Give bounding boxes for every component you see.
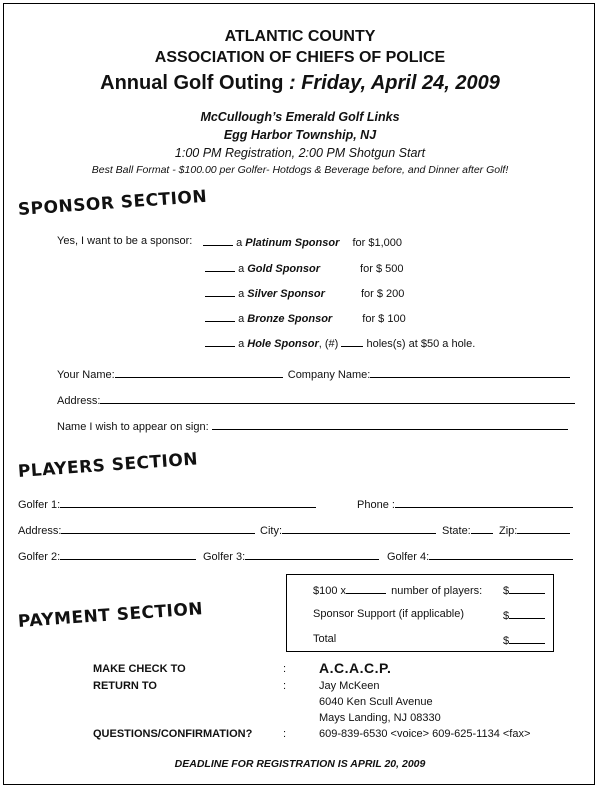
contact-city: Mays Landing, NJ 08330: [319, 712, 441, 724]
golfer4-input[interactable]: [429, 549, 573, 560]
contact-street: 6040 Ken Scull Avenue: [319, 696, 433, 708]
state-field: State:: [442, 523, 493, 537]
player-count-input[interactable]: [346, 583, 386, 594]
golfer3-input[interactable]: [245, 549, 379, 560]
bronze-blank[interactable]: [205, 311, 235, 322]
sponsor-level-silver: a Silver Sponsor for $ 200: [205, 286, 404, 300]
sign-name-field: Name I wish to appear on sign:: [57, 419, 568, 433]
registration-deadline: DEADLINE FOR REGISTRATION IS APRIL 20, 2009: [174, 758, 426, 770]
gold-blank[interactable]: [205, 261, 235, 272]
payee-name: A.C.A.C.P.: [319, 660, 392, 676]
format-note: Best Ball Format - $100.00 per Golfer- Hotdogs & Beverage before, and Dinner after Golf!: [91, 164, 509, 176]
org-line1: ATLANTIC COUNTY: [224, 28, 376, 45]
zip-field: Zip:: [499, 523, 570, 537]
your-name-input[interactable]: [115, 367, 283, 378]
player-address-field: Address:: [18, 523, 255, 537]
sponsor-section-heading: SPONSOR SECTION: [17, 186, 208, 220]
sponsor-support-label: Sponsor Support (if applicable): [313, 608, 465, 620]
your-name-field: Your Name: Company Name:: [57, 367, 570, 381]
venue-name: McCullough’s Emerald Golf Links: [200, 110, 400, 124]
players-fee-amount: $: [503, 583, 545, 597]
state-input[interactable]: [471, 523, 493, 534]
phone-field: Phone :: [357, 497, 573, 511]
phone-input[interactable]: [395, 497, 573, 508]
venue-town: Egg Harbor Township, NJ: [223, 128, 377, 142]
players-section-heading: PLAYERS SECTION: [17, 449, 199, 482]
silver-blank[interactable]: [205, 286, 235, 297]
golfer1-input[interactable]: [60, 497, 316, 508]
golfer2-input[interactable]: [60, 549, 196, 560]
golfer1-field: Golfer 1:: [18, 497, 316, 511]
contact-phones: 609-839-6530 <voice> 609-625-1134 <fax>: [319, 728, 531, 740]
event-title-main: Annual Golf Outing: [100, 72, 289, 94]
sponsor-address-input[interactable]: [100, 393, 575, 404]
make-check-label: MAKE CHECK TO: [93, 663, 186, 675]
total-label: Total: [313, 633, 337, 645]
hole-blank[interactable]: [205, 336, 235, 347]
player-address-input[interactable]: [61, 523, 255, 534]
golfer2-field: Golfer 2:: [18, 549, 196, 563]
sponsor-support-input[interactable]: [509, 608, 545, 619]
sponsor-intro: Yes, I want to be a sponsor:: [57, 235, 193, 247]
players-fee-input[interactable]: [509, 583, 545, 594]
golfer4-field: Golfer 4:: [387, 549, 573, 563]
contact-name: Jay McKeen: [319, 680, 380, 692]
sponsor-level-bronze: a Bronze Sponsor for $ 100: [205, 311, 406, 325]
total-amount: $: [503, 633, 545, 647]
sign-name-input[interactable]: [212, 419, 568, 430]
return-to-label: RETURN TO: [93, 680, 157, 692]
hole-count-blank[interactable]: [341, 336, 363, 347]
sponsor-level-gold: a Gold Sponsor for $ 500: [205, 261, 403, 275]
players-fee-row: $100 x number of players:: [313, 585, 483, 597]
golfer3-field: Golfer 3:: [203, 549, 379, 563]
questions-colon: :: [283, 728, 287, 740]
sponsor-level-hole: a Hole Sponsor, (#) holes(s) at $50 a hole.: [205, 336, 475, 350]
total-input[interactable]: [509, 633, 545, 644]
city-input[interactable]: [282, 523, 436, 534]
event-date: : Friday, April 24, 2009: [289, 72, 500, 94]
company-name-input[interactable]: [370, 367, 570, 378]
sponsor-level-platinum: a Platinum Sponsor for $1,000: [203, 235, 402, 249]
city-field: City:: [260, 523, 436, 537]
event-title: [0, 72, 600, 95]
return-to-colon: :: [283, 680, 287, 692]
sponsor-address-field: Address:: [57, 393, 575, 407]
questions-label: QUESTIONS/CONFIRMATION?: [93, 728, 253, 740]
sponsor-support-amount: $: [503, 608, 545, 622]
platinum-blank[interactable]: [203, 235, 233, 246]
payment-section-heading: PAYMENT SECTION: [17, 599, 204, 632]
schedule: 1:00 PM Registration, 2:00 PM Shotgun Start: [174, 146, 426, 160]
org-line2: ASSOCIATION OF CHIEFS OF POLICE: [154, 49, 446, 66]
make-check-colon: :: [283, 663, 287, 675]
zip-input[interactable]: [517, 523, 570, 534]
